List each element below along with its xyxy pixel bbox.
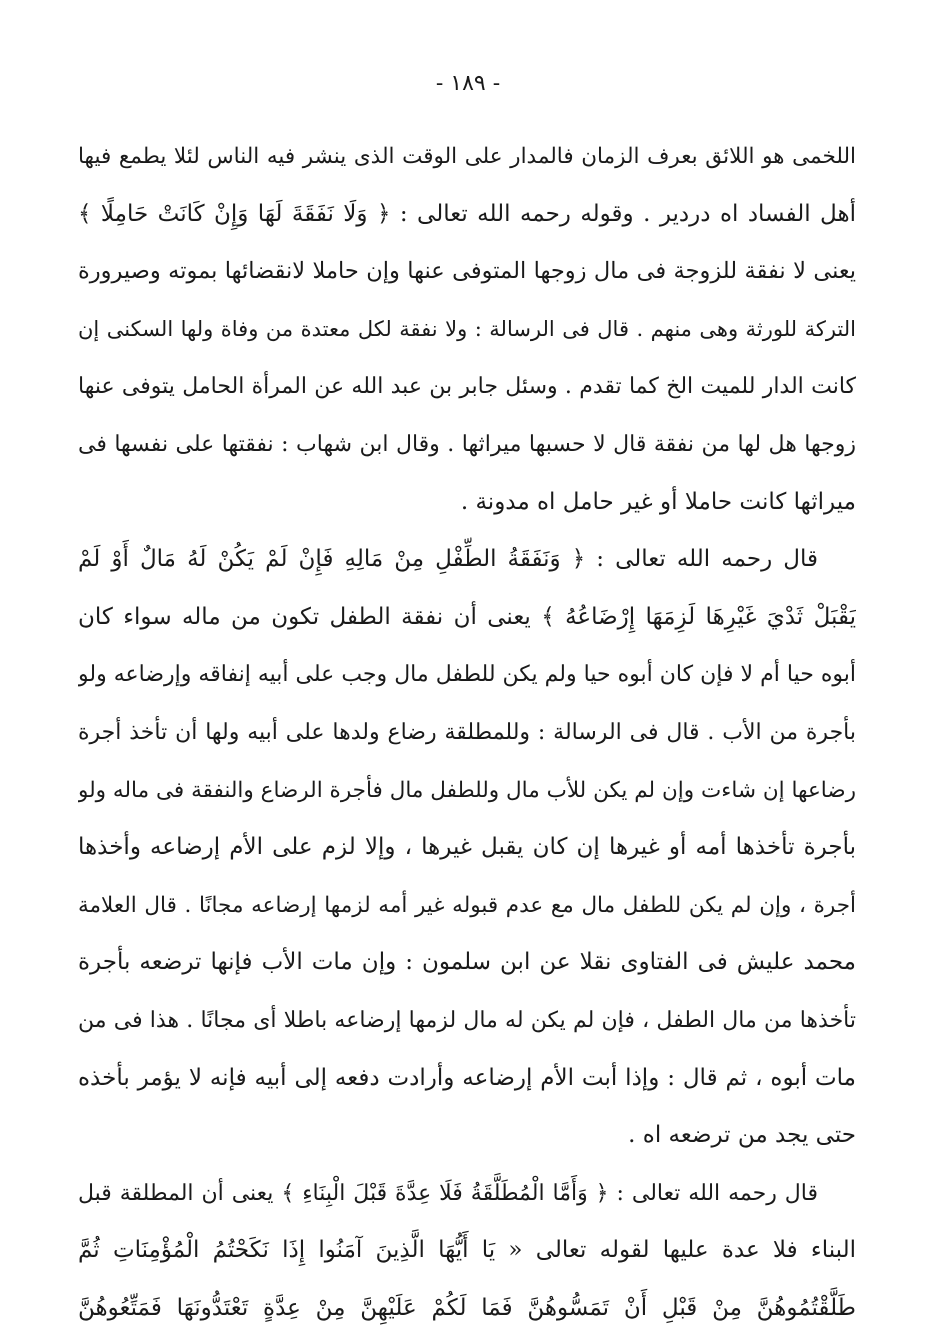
text-line: رضاعها إن شاءت وإن لم يكن للأب مال وللطفل مال فأجرة الرضاع والنفقة فى ماله ولو [78, 777, 856, 803]
page-body [78, 128, 856, 1337]
text-line: محمد عليش فى الفتاوى نقلا عن ابن سلمون : وإن مات الأب فإنها ترضعه بأجرة [78, 949, 856, 976]
text-line: أبوه حيا أم لا فإن كان أبوه حيا ولم يكن للطفل مال وجب على أبيه إنفاقه وإرضاعه ولو [78, 662, 856, 688]
paragraph [78, 531, 856, 1165]
text-line: يعنى لا نفقة للزوجة فى مال زوجها المتوفى عنها وإن حاملا لانقضائها بموته وصيرورة [78, 258, 856, 285]
text-line: طَلَّقْتُمُوهُنَّ مِنْ قَبْلِ أَنْ تَمَسُّوهُنَّ فَمَا لَكُمْ عَلَيْهِنَّ مِنْ عِدَّةٍ تَعْتَدُّونَهَا فَمَتِّعُوهُنَّ [78, 1294, 856, 1321]
text-line: بأجرة تأخذها أمه أو غيرها إن كان يقبل غيرها ، وإلا لزم على الأم إرضاعه وأخذها [78, 834, 856, 861]
paragraph [78, 128, 856, 531]
text-line: أجرة ، وإن لم يكن للطفل مال مع عدم قبوله غير أمه لزمها إرضاعه مجانًا . قال العلامة [78, 892, 856, 918]
text-line: قال رحمه الله تعالى : ﴿ وَنَفَقَةُ الطِّفْلِ مِنْ مَالِهِ فَإِنْ لَمْ يَكُنْ لَهُ مَالٌ أَوْ لَمْ [78, 546, 818, 573]
paragraph [78, 1165, 856, 1338]
text-line: اللخمى هو اللائق بعرف الزمان فالمدار على الوقت الذى ينشر فيه الناس لئلا يطمع فيها [78, 144, 856, 169]
text-line: أهل الفساد اه دردير . وقوله رحمه الله تعالى : ﴿ وَلَا نَفَقَةَ لَهَا وَإِنْ كَانَتْ حَامِلًا ﴾ [78, 200, 856, 227]
text-line: مات أبوه ، ثم قال : وإذا أبت الأم إرضاعه وأرادت دفعه إلى أبيه فإنه لا يؤمر بأخذه [78, 1064, 856, 1091]
text-line: بأجرة من الأب . قال فى الرسالة : وللمطلقة رضاع ولدها على أبيه ولها أن تأخذ أجرة [78, 719, 856, 745]
text-line: التركة للورثة وهى منهم . قال فى الرسالة : ولا نفقة لكل معتدة من وفاة ولها السكنى إن [78, 316, 856, 341]
text-line: حتى يجد من ترضعه اه . [628, 1122, 856, 1149]
text-line: البناء فلا عدة عليها لقوله تعالى « يَا أَيُّهَا الَّذِينَ آمَنُوا إِذَا نَكَحْتُمُ الْمُؤْمِنَاتِ ثُمَّ [78, 1237, 856, 1264]
text-line: قال رحمه الله تعالى : ﴿ وَأَمَّا الْمُطَلَّقَةُ فَلَا عِدَّةَ قَبْلَ الْبِنَاءِ ﴾ يعنى أن المطلقة قبل [78, 1180, 818, 1206]
text-line: زوجها هل لها من نفقة قال لا حسبها ميراثها . وقال ابن شهاب : نفقتها على نفسها فى [78, 431, 856, 457]
text-line: ميراثها كانت حاملا أو غير حامل اه مدونة . [460, 488, 856, 515]
text-line: تأخذها من مال الطفل ، فإن لم يكن له مال لزمها إرضاعه باطلا أى مجانًا . هذا فى من [78, 1007, 856, 1033]
text-line: كانت الدار للميت الخ كما تقدم . وسئل جابر بن عبد الله عن المرأة الحامل يتوفى عنها [78, 374, 856, 400]
page-number: - ١٨٩ - [435, 71, 501, 96]
text-line: يَقْبَلْ ثَدْيَ غَيْرِهَا لَزِمَهَا إِرْضَاعُهُ ﴾ يعنى أن نفقة الطفل تكون من ماله سواء كان [78, 603, 856, 630]
